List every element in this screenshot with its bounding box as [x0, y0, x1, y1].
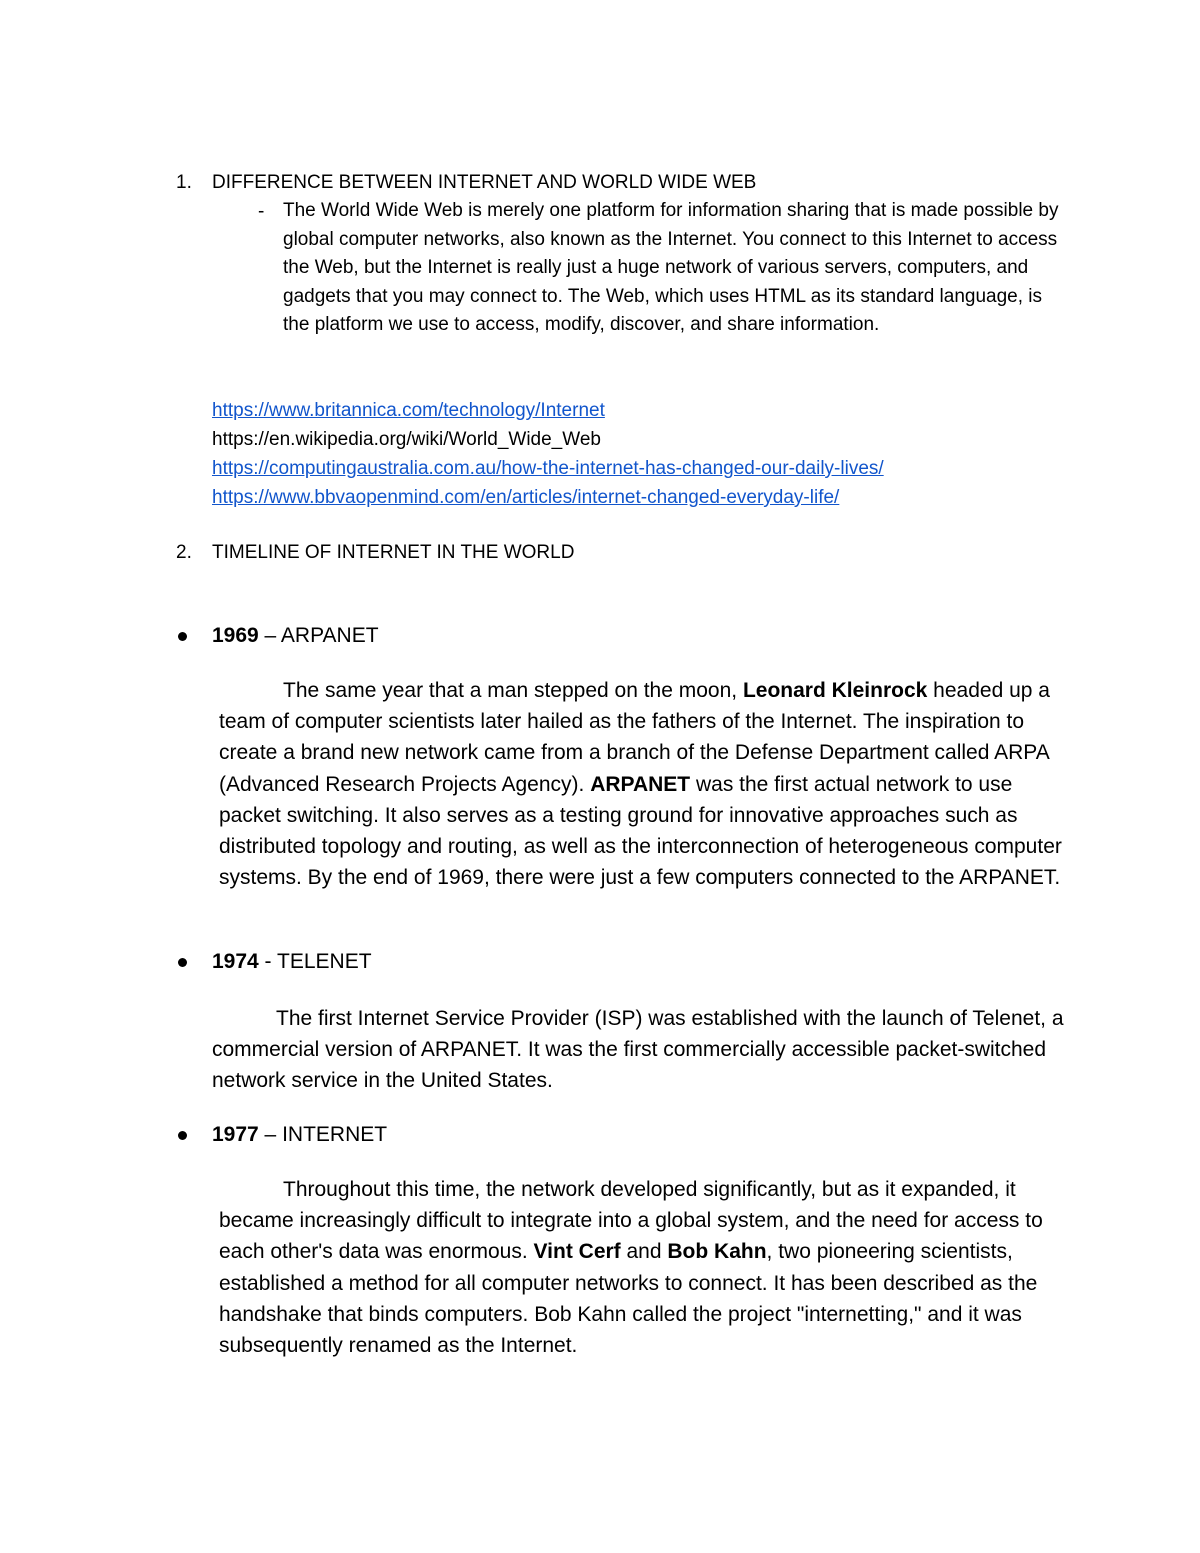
timeline-heading-1969	[212, 622, 379, 650]
timeline-name: ARPANET	[280, 624, 379, 647]
dash-bullet: -	[258, 201, 265, 222]
section-2-number: 2.	[176, 542, 192, 563]
bold-name-vint-cerf: Vint Cerf	[533, 1240, 621, 1264]
reference-links	[212, 396, 884, 512]
timeline-heading-1974	[212, 948, 372, 976]
timeline-paragraph-1977	[219, 1174, 1064, 1361]
link-wikipedia-plain: https://en.wikipedia.org/wiki/World_Wide_Web	[212, 429, 601, 450]
link-bbvaopenmind[interactable]: https://www.bbvaopenmind.com/en/articles/internet-changed-everyday-life/	[212, 487, 840, 508]
paragraph-text: , two pioneering scientists, established a method for all computer networks to connect. It has been described as the handshake that binds computers. Bob Kahn called the project "internetting," and it was subsequently renamed as the Internet.	[219, 1240, 1038, 1358]
paragraph-text: and	[620, 1240, 668, 1264]
bold-term-arpanet: ARPANET	[590, 772, 691, 796]
timeline-year: 1969	[212, 624, 259, 647]
section-2-heading: TIMELINE OF INTERNET IN THE WORLD	[212, 542, 575, 563]
bullet-dot-icon	[178, 1131, 187, 1140]
paragraph-text: headed up a team of computer scientists later hailed as the fathers of the Internet. The inspiration to create a brand new network came from a branch of the Defense Department called ARPA (Advanced Research Projects Agency).	[219, 679, 1050, 796]
timeline-heading-1977	[212, 1121, 387, 1149]
timeline-year: 1977	[212, 1123, 259, 1146]
timeline-paragraph-1974	[212, 1003, 1072, 1097]
timeline-paragraph-1969	[219, 675, 1064, 893]
paragraph-text: The first Internet Service Provider (ISP) was established with the launch of Telenet, a commercial version of ARPANET. It was the first commercially accessible packet-switched network service in the United States.	[212, 1007, 1064, 1093]
timeline-year: 1974	[212, 950, 259, 973]
section-1-heading: DIFFERENCE BETWEEN INTERNET AND WORLD WIDE WEB	[212, 172, 757, 193]
timeline-name: INTERNET	[282, 1123, 388, 1146]
bullet-dot-icon	[178, 958, 187, 967]
timeline-separator: -	[258, 950, 278, 973]
paragraph-text: was the first actual network to use packet switching. It also serves as a testing ground for innovative approaches such as distributed topology and routing, as well as the interconnection of heterogeneous computer systems. By the end of 1969, there were just a few computers connected to the ARPANET.	[219, 772, 1062, 890]
section-1-paragraph: The World Wide Web is merely one platform for information sharing that is made possible by global computer networks, also known as the Internet. You connect to this Internet to access the Web, but the Internet is really just a huge network of various servers, computers, and gadgets that you may connect to. The Web, which uses HTML as its standard language, is the platform we use to access, modify, discover, and share information.	[283, 200, 1059, 336]
link-computingaustralia[interactable]: https://computingaustralia.com.au/how-the-internet-has-changed-our-daily-lives/	[212, 458, 884, 479]
section-1-number: 1.	[176, 172, 192, 193]
bold-name-bob-kahn: Bob Kahn	[667, 1240, 767, 1264]
timeline-name: TELENET	[277, 950, 372, 973]
timeline-separator: –	[258, 624, 281, 647]
timeline-separator: –	[258, 1123, 283, 1146]
paragraph-text: The same year that a man stepped on the moon,	[283, 679, 743, 702]
bold-name-kleinrock: Leonard Kleinrock	[742, 679, 928, 702]
paragraph-text: Throughout this time, the network developed significantly, but as it expanded, it became increasingly difficult to integrate into a global system, and the need for access to each other's data was enormous.	[219, 1178, 1043, 1264]
link-britannica[interactable]: https://www.britannica.com/technology/Internet	[212, 400, 605, 421]
bullet-dot-icon	[178, 632, 187, 641]
